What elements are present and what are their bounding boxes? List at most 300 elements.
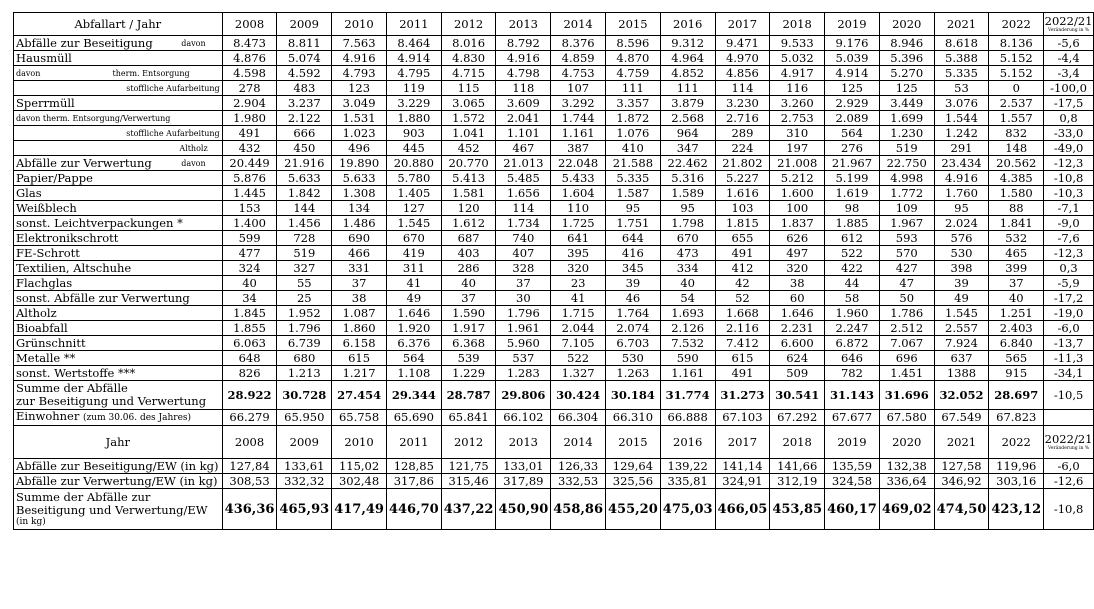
value-cell: 509 (770, 366, 825, 381)
year-header: 2013 (496, 13, 551, 36)
population-value-cell: 66.279 (222, 410, 277, 426)
value-cell: 427 (879, 261, 934, 276)
row-label: Abfälle zur Beseitigung/EW (in kg) (14, 459, 223, 474)
pct-change-cell: -12,3 (1044, 156, 1094, 171)
row-label: Glas (14, 186, 223, 201)
sum-row (14, 381, 1094, 410)
value-cell: 407 (496, 246, 551, 261)
value-cell: 565 (989, 351, 1044, 366)
value-cell: 21.008 (770, 156, 825, 171)
value-cell: 1.572 (441, 111, 496, 126)
value-cell: 88 (989, 201, 1044, 216)
pct-change-title: 2022/21 (1044, 14, 1093, 28)
sum-value-cell: 436,36 (222, 489, 277, 530)
value-cell: 4.759 (606, 66, 661, 81)
value-cell: 1.744 (551, 111, 606, 126)
value-cell: 2.074 (606, 321, 661, 336)
pct-change-cell: -100,0 (1044, 81, 1094, 96)
value-cell: 4.970 (715, 51, 770, 66)
value-cell: 1.841 (989, 216, 1044, 231)
table-row (14, 231, 1094, 246)
value-cell: 519 (879, 141, 934, 156)
value-cell: 3.237 (277, 96, 332, 111)
row-label-text: Abfälle zur Verwertung (16, 155, 152, 170)
value-cell: 1.456 (277, 216, 332, 231)
value-cell: 3.076 (934, 96, 989, 111)
value-cell: 590 (660, 351, 715, 366)
value-cell: 20.770 (441, 156, 496, 171)
value-cell: 1.885 (825, 216, 880, 231)
row-label: stoffliche Aufarbeitung (14, 81, 223, 96)
table-row (14, 81, 1094, 96)
row-label: Flachglas (14, 276, 223, 291)
value-cell: 4.385 (989, 171, 1044, 186)
sum-label-line: Summe der Abfälle (16, 381, 128, 395)
value-cell: 395 (551, 246, 606, 261)
sum-value-cell: 458,86 (551, 489, 606, 530)
value-cell: 8.596 (606, 36, 661, 51)
value-cell: 8.811 (277, 36, 332, 51)
pct-change-cell: -34,1 (1044, 366, 1094, 381)
value-cell: 224 (715, 141, 770, 156)
value-cell: 5.152 (989, 66, 1044, 81)
value-cell: 276 (825, 141, 880, 156)
value-cell: 2.512 (879, 321, 934, 336)
value-cell: 9.471 (715, 36, 770, 51)
value-cell: 1.557 (989, 111, 1044, 126)
year-header: 2016 (660, 13, 715, 36)
value-cell: 2.089 (825, 111, 880, 126)
value-cell: 522 (551, 351, 606, 366)
population-label (14, 410, 223, 426)
value-cell: 3.357 (606, 96, 661, 111)
value-cell: 1.772 (879, 186, 934, 201)
value-cell: 1.263 (606, 366, 661, 381)
value-cell: 576 (934, 231, 989, 246)
value-cell: 641 (551, 231, 606, 246)
value-cell: 110 (551, 201, 606, 216)
year-header: 2016 (660, 426, 715, 459)
value-cell: 1.734 (496, 216, 551, 231)
table-row (14, 276, 1094, 291)
row-label: sonst. Abfälle zur Verwertung (14, 291, 223, 306)
value-cell: 310 (770, 126, 825, 141)
pct-change-cell: -9,0 (1044, 216, 1094, 231)
value-cell: 2.041 (496, 111, 551, 126)
year-header: 2008 (222, 426, 277, 459)
table-row (14, 321, 1094, 336)
sum-per-capita-row (14, 489, 1094, 530)
value-cell: 6.158 (332, 336, 387, 351)
value-cell: 286 (441, 261, 496, 276)
value-cell: 4.916 (496, 51, 551, 66)
value-cell: 1.855 (222, 321, 277, 336)
value-cell: 1.581 (441, 186, 496, 201)
value-cell: 5.960 (496, 336, 551, 351)
row-label-suffix: davon (181, 158, 206, 168)
sum-value-cell: 31.143 (825, 381, 880, 410)
value-cell: 335,81 (660, 474, 715, 489)
row-label: Textilien, Altschuhe (14, 261, 223, 276)
value-cell: 1.076 (606, 126, 661, 141)
value-cell: 7.067 (879, 336, 934, 351)
pct-change-cell: -49,0 (1044, 141, 1094, 156)
value-cell: 324 (222, 261, 277, 276)
value-cell: 324,58 (825, 474, 880, 489)
value-cell: 7.412 (715, 336, 770, 351)
pct-change-cell: -5,6 (1044, 36, 1094, 51)
value-cell: 6.376 (386, 336, 441, 351)
value-cell: 111 (606, 81, 661, 96)
value-cell: 1.580 (989, 186, 1044, 201)
value-cell: 497 (770, 246, 825, 261)
row-label: Altholz (14, 141, 223, 156)
value-cell: 7.532 (660, 336, 715, 351)
value-cell: 2.537 (989, 96, 1044, 111)
table-row (14, 291, 1094, 306)
sum-value-cell: 474,50 (934, 489, 989, 530)
year-header: 2013 (496, 426, 551, 459)
row-label: Papier/Pappe (14, 171, 223, 186)
value-cell: 0 (989, 81, 1044, 96)
value-cell: 19.890 (332, 156, 387, 171)
value-cell: 49 (386, 291, 441, 306)
value-cell: 466 (332, 246, 387, 261)
value-cell: 696 (879, 351, 934, 366)
value-cell: 445 (386, 141, 441, 156)
value-cell: 1.980 (222, 111, 277, 126)
value-cell: 2.231 (770, 321, 825, 336)
value-cell: 483 (277, 81, 332, 96)
value-cell: 1.872 (606, 111, 661, 126)
year-header: 2012 (441, 13, 496, 36)
value-cell: 1.445 (222, 186, 277, 201)
value-cell: 115,02 (332, 459, 387, 474)
value-cell: 473 (660, 246, 715, 261)
value-cell: 125 (825, 81, 880, 96)
table-row (14, 126, 1094, 141)
value-cell: 1.646 (386, 306, 441, 321)
year-header: 2021 (934, 426, 989, 459)
value-cell: 1.242 (934, 126, 989, 141)
value-cell: 5.199 (825, 171, 880, 186)
row-label: Weißblech (14, 201, 223, 216)
row-label-text: davon (16, 68, 41, 78)
sum-value-cell: 31.273 (715, 381, 770, 410)
value-cell: 98 (825, 201, 880, 216)
value-cell: 9.176 (825, 36, 880, 51)
value-cell: 334 (660, 261, 715, 276)
row-label-suffix: therm. Entsorgung (112, 68, 190, 78)
population-label-note: (zum 30.06. des Jahres) (83, 413, 192, 423)
value-cell: 5.316 (660, 171, 715, 186)
sum-value-cell: 29.344 (386, 381, 441, 410)
value-cell: 3.260 (770, 96, 825, 111)
value-cell: 317,86 (386, 474, 441, 489)
value-cell: 324,91 (715, 474, 770, 489)
value-cell: 782 (825, 366, 880, 381)
value-cell: 564 (386, 351, 441, 366)
value-cell: 1.960 (825, 306, 880, 321)
value-cell: 8.946 (879, 36, 934, 51)
value-cell: 133,61 (277, 459, 332, 474)
sum-label-line: zur Beseitigung und Verwertung (16, 394, 207, 408)
value-cell: 1.725 (551, 216, 606, 231)
value-cell: 22.750 (879, 156, 934, 171)
sum-value-cell: 466,05 (715, 489, 770, 530)
value-cell: 624 (770, 351, 825, 366)
value-cell: 419 (386, 246, 441, 261)
value-cell: 3.292 (551, 96, 606, 111)
row-label: Hausmüll (14, 51, 223, 66)
year-header: 2018 (770, 13, 825, 36)
value-cell: 133,01 (496, 459, 551, 474)
value-cell: 119 (386, 81, 441, 96)
header-row (14, 426, 1094, 459)
value-cell: 826 (222, 366, 277, 381)
value-cell: 126,33 (551, 459, 606, 474)
value-cell: 519 (277, 246, 332, 261)
value-cell: 1.589 (660, 186, 715, 201)
sum-label (14, 381, 223, 410)
value-cell: 626 (770, 231, 825, 246)
value-cell: 465 (989, 246, 1044, 261)
value-cell: 4.916 (934, 171, 989, 186)
value-cell: 491 (715, 366, 770, 381)
value-cell: 46 (606, 291, 661, 306)
value-cell: 1.587 (606, 186, 661, 201)
value-cell: 1.656 (496, 186, 551, 201)
value-cell: 410 (606, 141, 661, 156)
value-cell: 135,59 (825, 459, 880, 474)
pct-change-cell: -19,0 (1044, 306, 1094, 321)
value-cell: 5.633 (332, 171, 387, 186)
value-cell: 50 (879, 291, 934, 306)
value-cell: 115 (441, 81, 496, 96)
value-cell: 450 (277, 141, 332, 156)
year-header: 2012 (441, 426, 496, 459)
value-cell: 5.485 (496, 171, 551, 186)
value-cell: 3.449 (879, 96, 934, 111)
value-cell: 100 (770, 201, 825, 216)
value-cell: 1.815 (715, 216, 770, 231)
population-value-cell: 65.758 (332, 410, 387, 426)
value-cell: 1.952 (277, 306, 332, 321)
value-cell: 416 (606, 246, 661, 261)
sum-value-cell: 446,70 (386, 489, 441, 530)
pct-change-header (1044, 13, 1094, 36)
value-cell: 1.405 (386, 186, 441, 201)
value-cell: 320 (770, 261, 825, 276)
value-cell: 103 (715, 201, 770, 216)
sum-label-line: (in kg) (16, 516, 46, 527)
table-row (14, 201, 1094, 216)
value-cell: 1.545 (934, 306, 989, 321)
value-cell: 1.693 (660, 306, 715, 321)
value-cell: 1.213 (277, 366, 332, 381)
value-cell: 116 (770, 81, 825, 96)
value-cell: 37 (332, 276, 387, 291)
table-row (14, 36, 1094, 51)
value-cell: 1388 (934, 366, 989, 381)
value-cell: 6.739 (277, 336, 332, 351)
table-row (14, 216, 1094, 231)
value-cell: 4.917 (770, 66, 825, 81)
sum-label-line: Summe der Abfälle zur (16, 489, 151, 504)
year-header: 2009 (277, 426, 332, 459)
value-cell: 1.967 (879, 216, 934, 231)
value-cell: 2.024 (934, 216, 989, 231)
value-cell: 655 (715, 231, 770, 246)
value-cell: 1.612 (441, 216, 496, 231)
value-cell: 1.327 (551, 366, 606, 381)
pct-change-cell: -17,2 (1044, 291, 1094, 306)
value-cell: 331 (332, 261, 387, 276)
value-cell: 37 (989, 276, 1044, 291)
value-cell: 539 (441, 351, 496, 366)
value-cell: 197 (770, 141, 825, 156)
value-cell: 387 (551, 141, 606, 156)
value-cell: 320 (551, 261, 606, 276)
value-cell: 1.837 (770, 216, 825, 231)
value-cell: 5.212 (770, 171, 825, 186)
year-header: 2020 (879, 426, 934, 459)
value-cell: 148 (989, 141, 1044, 156)
value-cell: 6.063 (222, 336, 277, 351)
pct-change-cell: -11,3 (1044, 351, 1094, 366)
population-value-cell: 65.950 (277, 410, 332, 426)
value-cell: 1.308 (332, 186, 387, 201)
value-cell: 1.108 (386, 366, 441, 381)
value-cell: 346,92 (934, 474, 989, 489)
pct-change-cell: -6,0 (1044, 459, 1094, 474)
pct-change-cell: 0,3 (1044, 261, 1094, 276)
value-cell: 2.929 (825, 96, 880, 111)
sum-value-cell: 453,85 (770, 489, 825, 530)
value-cell: 125 (879, 81, 934, 96)
year-header: 2017 (715, 13, 770, 36)
value-cell: 325,56 (606, 474, 661, 489)
value-cell: 670 (660, 231, 715, 246)
value-cell: 2.403 (989, 321, 1044, 336)
year-header: 2017 (715, 426, 770, 459)
population-value-cell: 65.690 (386, 410, 441, 426)
table-row (14, 111, 1094, 126)
value-cell: 1.230 (879, 126, 934, 141)
value-cell: 4.916 (332, 51, 387, 66)
pct-change-cell: -12,3 (1044, 246, 1094, 261)
value-cell: 4.876 (222, 51, 277, 66)
value-cell: 123 (332, 81, 387, 96)
value-cell: 7.563 (332, 36, 387, 51)
value-cell: 1.619 (825, 186, 880, 201)
value-cell: 291 (934, 141, 989, 156)
population-value-cell: 67.580 (879, 410, 934, 426)
value-cell: 399 (989, 261, 1044, 276)
value-cell: 1.764 (606, 306, 661, 321)
value-cell: 8.136 (989, 36, 1044, 51)
year-header: 2021 (934, 13, 989, 36)
year-header: 2015 (606, 13, 661, 36)
value-cell: 532 (989, 231, 1044, 246)
value-cell: 315,46 (441, 474, 496, 489)
value-cell: 40 (660, 276, 715, 291)
value-cell: 21.802 (715, 156, 770, 171)
value-cell: 5.335 (934, 66, 989, 81)
value-cell: 332,53 (551, 474, 606, 489)
sum-value-cell: 28.787 (441, 381, 496, 410)
value-cell: 5.032 (770, 51, 825, 66)
pct-change-cell: -10,8 (1044, 171, 1094, 186)
row-label: davon therm. Entsorgung/Verwertung (14, 111, 223, 126)
sum-value-cell: 423,12 (989, 489, 1044, 530)
value-cell: 728 (277, 231, 332, 246)
row-label-suffix: davon (181, 38, 206, 48)
value-cell: 467 (496, 141, 551, 156)
value-cell: 40 (989, 291, 1044, 306)
population-value-cell: 65.841 (441, 410, 496, 426)
value-cell: 915 (989, 366, 1044, 381)
value-cell: 132,38 (879, 459, 934, 474)
value-cell: 109 (879, 201, 934, 216)
value-cell: 1.760 (934, 186, 989, 201)
value-cell: 23 (551, 276, 606, 291)
value-cell: 1.600 (770, 186, 825, 201)
value-cell: 4.852 (660, 66, 715, 81)
value-cell: 38 (770, 276, 825, 291)
value-cell: 1.161 (660, 366, 715, 381)
value-cell: 141,66 (770, 459, 825, 474)
value-cell: 537 (496, 351, 551, 366)
value-cell: 1.283 (496, 366, 551, 381)
table-row (14, 51, 1094, 66)
sum-value-cell: 30.184 (606, 381, 661, 410)
value-cell: 637 (934, 351, 989, 366)
value-cell: 1.961 (496, 321, 551, 336)
value-cell: 4.592 (277, 66, 332, 81)
value-cell: 144 (277, 201, 332, 216)
sum-value-cell: 28.922 (222, 381, 277, 410)
value-cell: 4.715 (441, 66, 496, 81)
pct-change-cell: -5,9 (1044, 276, 1094, 291)
pct-change-subtitle: Veränderung in % (1048, 446, 1090, 451)
value-cell: 496 (332, 141, 387, 156)
value-cell: 278 (222, 81, 277, 96)
population-value-cell: 67.549 (934, 410, 989, 426)
value-cell: 5.039 (825, 51, 880, 66)
value-cell: 119,96 (989, 459, 1044, 474)
value-cell: 128,85 (386, 459, 441, 474)
header-row (14, 13, 1094, 36)
value-cell: 47 (879, 276, 934, 291)
population-value-cell: 66.888 (660, 410, 715, 426)
population-value-cell: 66.102 (496, 410, 551, 426)
year-header: 2010 (332, 426, 387, 459)
value-cell: 564 (825, 126, 880, 141)
value-cell: 8.473 (222, 36, 277, 51)
sum-value-cell: 450,90 (496, 489, 551, 530)
header-label: Jahr (14, 426, 223, 459)
value-cell: 644 (606, 231, 661, 246)
value-cell: 60 (770, 291, 825, 306)
value-cell: 5.633 (277, 171, 332, 186)
row-label-text: Abfälle zur Beseitigung (16, 35, 153, 50)
value-cell: 5.270 (879, 66, 934, 81)
value-cell: 1.668 (715, 306, 770, 321)
value-cell: 23.434 (934, 156, 989, 171)
sum-value-cell: 465,93 (277, 489, 332, 530)
value-cell: 3.609 (496, 96, 551, 111)
